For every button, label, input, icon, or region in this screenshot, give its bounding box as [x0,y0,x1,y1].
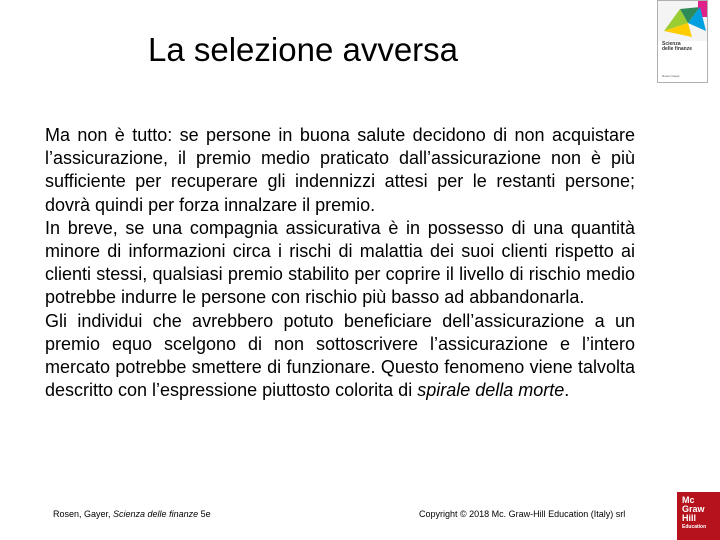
footer-book-title: Scienza delle finanze [113,509,199,519]
paragraph-text: Ma non è tutto: se persone in buona salute decidono di non acquistare l’assicurazione, il premio medio praticato dall’assicurazione non è più sufficiente per recuperare gli indennizzi attesi per le restanti persone; dovrà quindi per forza innalzare il premio. [45,125,635,215]
mcgraw-hill-logo [677,492,720,540]
book-cover-title [662,42,692,52]
paragraph-text: Gli individui che avrebbero potuto beneficiare dell’assicurazione a un premio equo scelgono di non sottoscrivere l’assicurazione e l’intero mercato potrebbe smettere di funzionare. Questo fenomeno viene talvolta descritto con l’espressione piuttosto colorita di [45,310,635,401]
book-cover-title-line1: Scienza [662,41,681,47]
body-paragraph [45,217,635,310]
body-paragraph [45,124,635,217]
footer-copyright: Copyright © 2018 Mc. Graw-Hill Education (Italy) srl [419,509,626,519]
slide-title: La selezione avversa [148,31,459,68]
paragraph-text: . [564,380,570,401]
logo-line-graw: Graw [682,504,705,514]
book-cover-graphic [658,1,708,41]
logo-line-education: Education [682,524,707,530]
paragraph-text: In breve, se una compagnia assicurativa è in possesso di una quantità minore di informazioni circa i rischi di malattia dei suoi clienti rispetto ai clienti stessi, qualsiasi premio stabilito per coprire il livello di rischio medio potrebbe indurre le persone con rischio più basso ad abbandonarla. [45,217,635,308]
logo-line-hill: Hill [682,513,697,523]
emphasized-text: spirale della morte [417,380,565,401]
book-cover-image [657,0,708,83]
logo-line-mc: Mc [682,495,695,505]
slide-body [45,124,635,402]
book-cover-title-line2: delle finanze [662,46,693,52]
footer-citation [53,509,211,520]
footer-authors: Rosen, Gayer, [53,509,114,519]
book-cover-authors: Rosen Gayer [662,74,680,78]
footer-edition: 5e [198,509,211,519]
body-paragraph [45,310,635,403]
